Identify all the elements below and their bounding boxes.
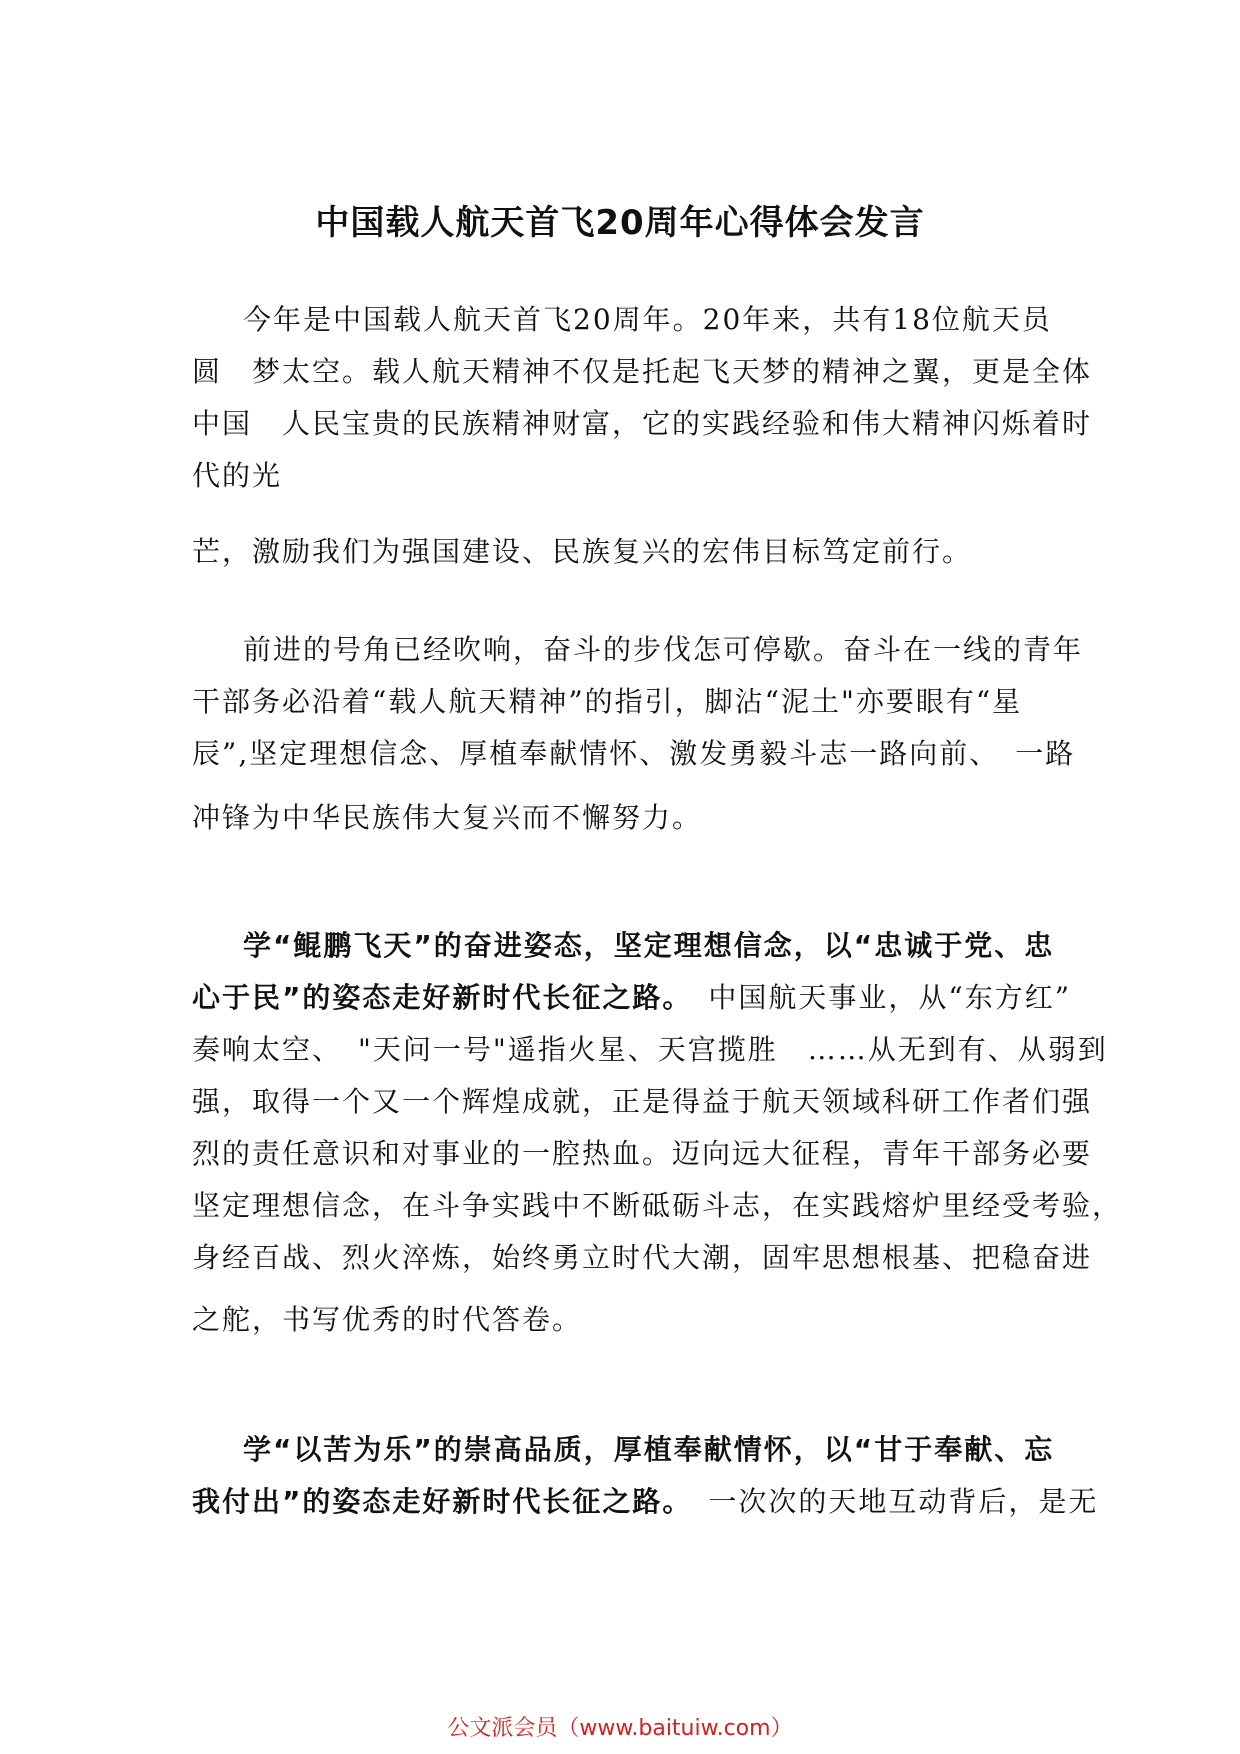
paragraph-2-line-2: 干部务必沿着“载人航天精神”的指引，脚沾“泥土"亦要眼有“星 [192, 685, 1023, 718]
paragraph-1-line-2: 圆 梦太空。载人航天精神不仅是托起飞天梦的精神之翼，更是全体 [192, 355, 1093, 388]
footer-watermark: 公文派会员（www.baituiw.com） [447, 1716, 793, 1741]
paragraph-3-line-3: 奏响太空、 "天问一号"遥指火星、天宫揽胜 ……从无到有、从弱到 [192, 1033, 1108, 1066]
paragraph-4-line-2-rest: 一次次的天地互动背后，是无 [678, 1485, 1099, 1518]
paragraph-4-line-2 [192, 1480, 1098, 1524]
paragraph-1-line-3: 中国 人民宝贵的民族精神财富，它的实践经验和伟大精神闪烁着时 [192, 407, 1093, 440]
paragraph-4-heading-line-2: 我付出”的姿态走好新时代长征之路。 [192, 1485, 679, 1518]
paragraph-3-line-8: 之舵，书写优秀的时代答卷。 [192, 1303, 583, 1336]
paragraph-1-line-1: 今年是中国载人航天首飞20周年。20年来，共有18位航天员 [243, 303, 1052, 336]
paragraph-2-line-1: 前进的号角已经吹响，奋斗的步伐怎可停歇。奋斗在一线的青年 [243, 633, 1084, 666]
paragraph-3-line-2-rest: 中国航天事业，从“东方红” [678, 981, 1072, 1014]
paragraph-1-line-5: 芒，激励我们为强国建设、民族复兴的宏伟目标笃定前行。 [192, 535, 973, 568]
paragraph-4-heading-line-1: 学“以苦为乐”的崇高品质，厚植奉献情怀，以“甘于奉献、忘 [243, 1433, 1055, 1466]
paragraph-3-line-4: 强，取得一个又一个辉煌成就，正是得益于航天领域科研工作者们强 [192, 1085, 1093, 1118]
document-title: 中国载人航天首飞20周年心得体会发言 [315, 203, 925, 243]
paragraph-3-line-2 [192, 976, 1071, 1020]
paragraph-3-line-5: 烈的责任意识和对事业的一腔热血。迈向远大征程，青年干部务必要 [192, 1137, 1093, 1170]
paragraph-1-line-4: 代的光 [192, 459, 283, 492]
paragraph-2-line-4: 冲锋为中华民族伟大复兴而不懈努力。 [192, 801, 703, 834]
paragraph-3-line-7: 身经百战、烈火淬炼，始终勇立时代大潮，固牢思想根基、把稳奋进 [192, 1241, 1093, 1274]
paragraph-3-line-6: 坚定理想信念，在斗争实践中不断砥砺斗志，在实践熔炉里经受考验， [192, 1189, 1123, 1222]
paragraph-3-heading-line-1: 学“鲲鹏飞天”的奋进姿态，坚定理想信念，以“忠诚于党、忠 [243, 929, 1055, 962]
paragraph-2-line-3: 辰”,坚定理想信念、厚植奉献情怀、激发勇毅斗志一路向前、 一路 [192, 737, 1076, 770]
paragraph-3-heading-line-2: 心于民”的姿态走好新时代长征之路。 [192, 981, 679, 1014]
